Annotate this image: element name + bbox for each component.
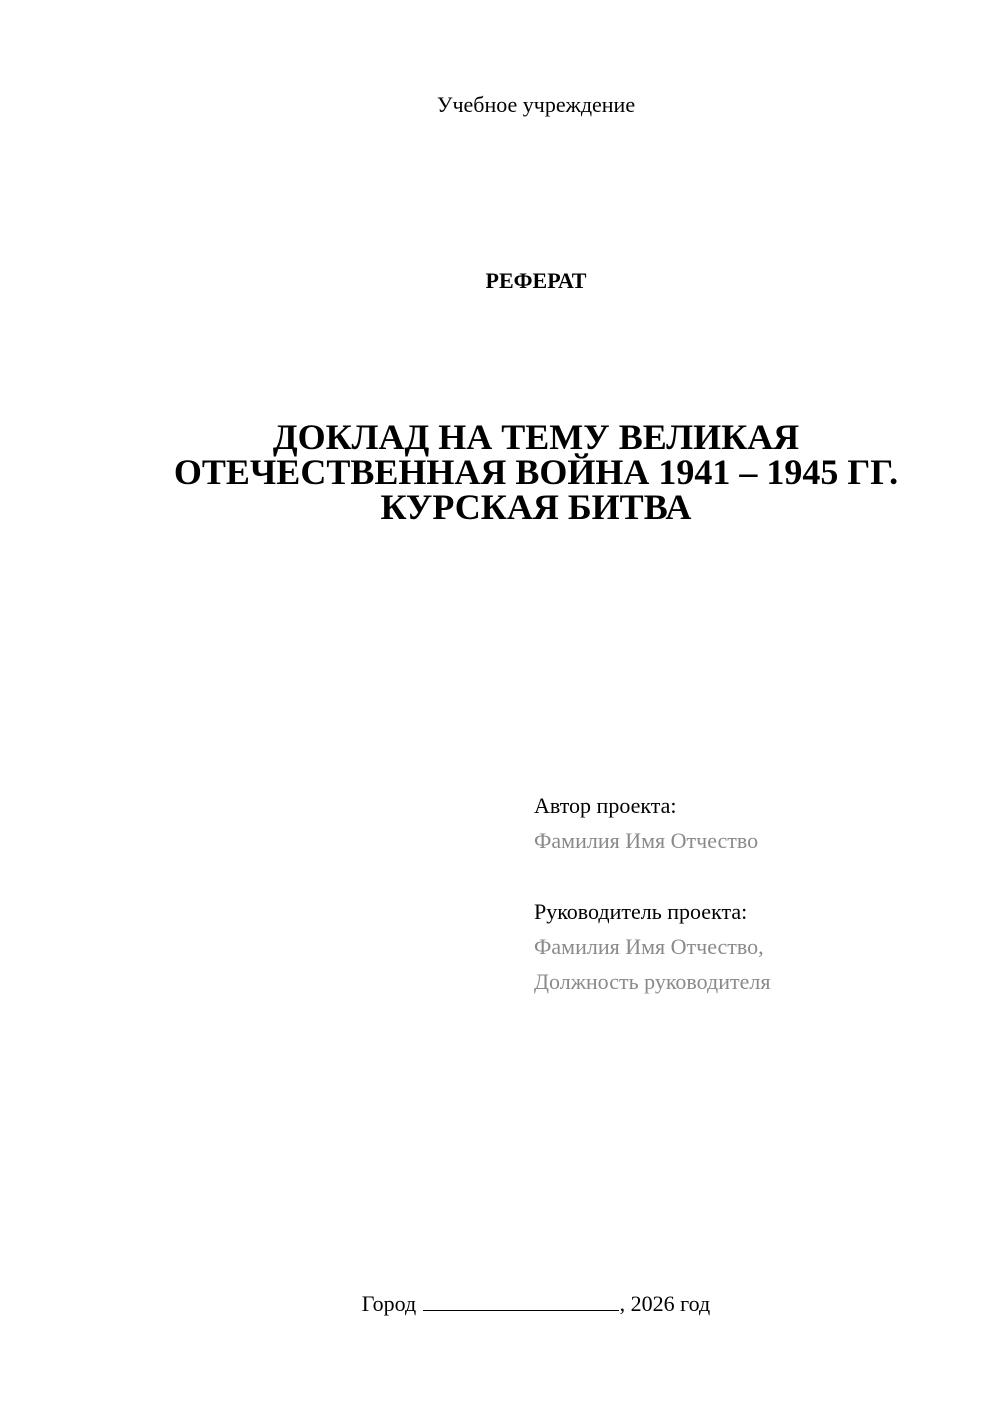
supervisor-position-placeholder: Должность руководителя [534,969,771,994]
credits-block [534,788,974,999]
institution-name: Учебное учреждение [436,92,636,117]
author-label: Автор проекта: [534,793,677,818]
title-line: ДОКЛАД НА ТЕМУ ВЕЛИКАЯ [272,417,800,457]
spacer [534,858,974,894]
author-name-placeholder: Фамилия Имя Отчество [534,828,759,853]
document-type: РЕФЕРАТ [485,268,587,293]
title-line: ОТЕЧЕСТВЕННАЯ ВОЙНА 1941 – 1945 ГГ. [173,452,899,492]
city-label: Город [361,1291,417,1316]
title-line: КУРСКАЯ БИТВА [380,487,692,527]
document-title [100,417,972,527]
supervisor-label: Руководитель проекта: [534,899,748,924]
supervisor-name-placeholder: Фамилия Имя Отчество, [534,934,764,959]
year-text: , 2026 год [619,1291,711,1316]
city-blank-line [423,1290,619,1311]
city-year-line [0,1290,1000,1318]
